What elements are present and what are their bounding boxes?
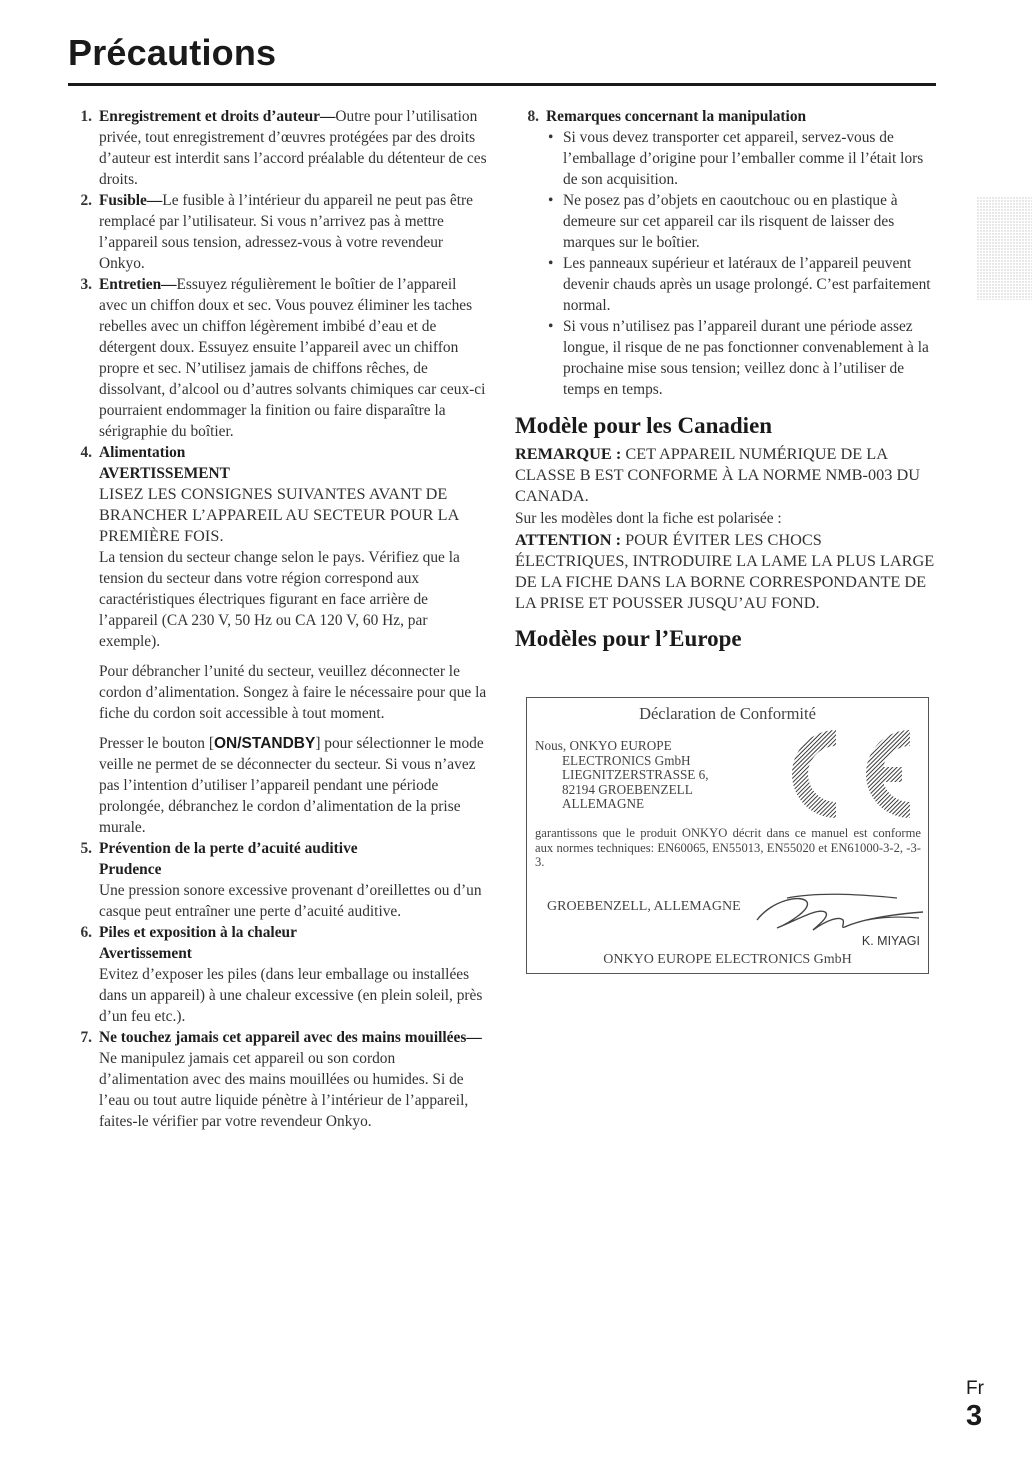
handling-bullet-list xyxy=(515,127,935,400)
item-number: 3. xyxy=(80,276,92,293)
list-item: • Les panneaux supérieur et latéraux de l’appareil peuvent devenir chauds après un usage prolongé. C’est parfaitement normal. xyxy=(548,255,931,314)
list-item: • Si vous devez transporter cet appareil, servez-vous de l’emballage d’origine pour l’emballer comme il l’était lors de son acquisition. xyxy=(548,129,924,188)
item-heading: Enregistrement et droits d’auteur— xyxy=(99,108,336,125)
europe-section-heading: Modèles pour l’Europe xyxy=(515,626,742,651)
warning-text: LISEZ LES CONSIGNES SUIVANTES AVANT DE BRANCHER L’APPAREIL AU SECTEUR POUR LA PREMIÈRE FOIS. xyxy=(99,485,459,545)
item-heading: Piles et exposition à la chaleur xyxy=(99,924,297,941)
list-item: • Ne posez pas d’objets en caoutchouc ou en plastique à demeure sur cet appareil car ils risquent de laisser des marques sur le boîtier. xyxy=(548,192,898,251)
item-number: 5. xyxy=(80,840,92,857)
language-code: Fr xyxy=(966,1378,984,1399)
item-text: Une pression sonore excessive provenant d’oreillettes ou d’un casque peut entraîner une perte d’acuité auditive. xyxy=(99,882,482,920)
list-item: • Si vous n’utilisez pas l’appareil durant une période assez longue, il risque de ne pas fonctionner convenablement à la prochaine mise sous tension; veillez donc à l’utiliser de temps en temps. xyxy=(548,318,929,398)
item-text: Essuyez régulièrement le boîtier de l’appareil avec un chiffon doux et sec. Vous pouvez éliminer les taches rebelles avec un chiffon légèrement imbibé d’eau et de détergent doux. Essuyez ensuite l’appareil avec un chiffon propre et sec. N’utilisez jamais de chiffons rêches, de dissolvant, d’alcool ou d’autres solvants chimiques car ceux-ci pourraient endommager la finition ou faire disparaître la sérigraphie du boîtier. xyxy=(99,276,486,440)
item-number: 6. xyxy=(80,924,92,941)
precaution-item-5 xyxy=(68,838,488,922)
item-text: Le fusible à l’intérieur du appareil ne peut pas être remplacé par l’utilisateur. Si vous n’arrivez pas à mettre l’appareil sous tension, adressez-vous à votre revendeur Onkyo. xyxy=(99,192,473,272)
item-heading: Fusible— xyxy=(99,192,163,209)
item-number: 2. xyxy=(80,192,92,209)
on-standby-label: ON/STANDBY xyxy=(213,735,316,752)
left-column xyxy=(68,106,488,1132)
declaration-company: ONKYO EUROPE ELECTRONICS GmbH xyxy=(603,952,852,967)
voltage-paragraph: La tension du secteur change selon le pays. Vérifiez que la tension du secteur dans votre région correspond aux caractéristiques électriques figurant en face arrière de l’appareil (CA 230 V, 50 Hz ou CA 120 V, 60 Hz, par exemple). xyxy=(99,549,460,650)
item-heading: Entretien— xyxy=(99,276,177,293)
attention-paragraph: ATTENTION : POUR ÉVITER LES CHOCS ÉLECTRIQUES, INTRODUIRE LA LAME LA PLUS LARGE DE LA FICHE DANS LA BORNE CORRESPONDANTE DE LA PRISE ET POUSSER JUSQU’AU FOND. xyxy=(515,530,935,612)
declaration-address: Nous, ONKYO EUROPE ELECTRONICS GmbH LIEGNITZERSTRASSE 6, 82194 GROEBENZELL ALLEMAGNE xyxy=(535,738,709,811)
declaration-place: GROEBENZELL, ALLEMAGNE xyxy=(547,899,741,914)
item-subheading: AVERTISSEMENT xyxy=(99,465,230,482)
item-text: Evitez d’exposer les piles (dans leur emballage ou installées dans un appareil) à une chaleur excessive (en plein soleil, près d’un feu etc.). xyxy=(99,966,483,1025)
signatory-name: K. MIYAGI xyxy=(861,934,920,948)
item-text: Outre pour l’utilisation privée, tout enregistrement d’œuvres protégées par des droits d’auteur est interdit sans l’accord préalable du détenteur de ces droits. xyxy=(99,108,487,188)
unplug-paragraph: Pour débrancher l’unité du secteur, veuillez déconnecter le cordon d’alimentation. Songez à faire le nécessaire pour que la fiche du cordon soit accessible à tout moment. xyxy=(99,663,487,722)
canada-section-heading: Modèle pour les Canadien xyxy=(515,413,773,438)
item-text: Ne manipulez jamais cet appareil ou son cordon d’alimentation avec des mains mouillées ou humides. Si de l’eau ou tout autre liquide pénètre à l’intérieur de l’appareil, faites-le vérifier par votre revendeur Onkyo. xyxy=(99,1050,469,1130)
declaration-of-conformity-box xyxy=(526,697,929,974)
item-heading: Ne touchez jamais cet appareil avec des mains mouillées— xyxy=(99,1029,482,1046)
signature-icon xyxy=(747,890,927,938)
precaution-item-2 xyxy=(68,190,488,274)
edge-tab-icon xyxy=(977,197,1032,300)
page-title: Précautions xyxy=(68,32,277,73)
declaration-guarantee: garantissons que le produit ONKYO décrit dans ce manuel est conforme aux normes techniques: EN60065, EN55013, EN55020 et EN61000-3-2, -3-3. xyxy=(535,826,921,869)
declaration-title: Déclaration de Conformité xyxy=(639,704,816,723)
right-column xyxy=(515,106,935,653)
item-number: 4. xyxy=(80,444,92,461)
remarque-label: REMARQUE : xyxy=(515,444,622,463)
item-number: 1. xyxy=(80,108,92,125)
item-heading: Alimentation xyxy=(99,444,186,461)
title-rule xyxy=(68,83,936,86)
item-number: 8. xyxy=(527,108,539,125)
precaution-item-6 xyxy=(68,922,488,1027)
precaution-item-8 xyxy=(515,106,935,127)
precaution-item-3 xyxy=(68,274,488,442)
standby-paragraph: Presser le bouton [ON/STANDBY] pour sélectionner le mode veille ne permet de se déconnecter du secteur. Si vous n’avez pas l’intention d’utiliser l’appareil pendant une période prolongée, débranchez le cordon d’alimentation de la prise murale. xyxy=(99,735,484,836)
polarized-intro: Sur les modèles dont la fiche est polarisée : xyxy=(515,510,782,527)
ce-mark-icon xyxy=(774,724,919,824)
precaution-item-7 xyxy=(68,1027,488,1132)
item-number: 7. xyxy=(80,1029,92,1046)
precaution-item-1 xyxy=(68,106,488,190)
remarque-paragraph: REMARQUE : CET APPAREIL NUMÉRIQUE DE LA CLASSE B EST CONFORME À LA NORME NMB-003 DU CANADA. xyxy=(515,444,920,505)
attention-label: ATTENTION : xyxy=(515,530,621,549)
item-subheading: Avertissement xyxy=(99,945,192,962)
item-heading: Prévention de la perte d’acuité auditive xyxy=(99,840,358,857)
item-heading: Remarques concernant la manipulation xyxy=(546,108,807,125)
precaution-item-4 xyxy=(68,442,488,838)
item-subheading: Prudence xyxy=(99,861,162,878)
page-number: 3 xyxy=(966,1400,983,1432)
